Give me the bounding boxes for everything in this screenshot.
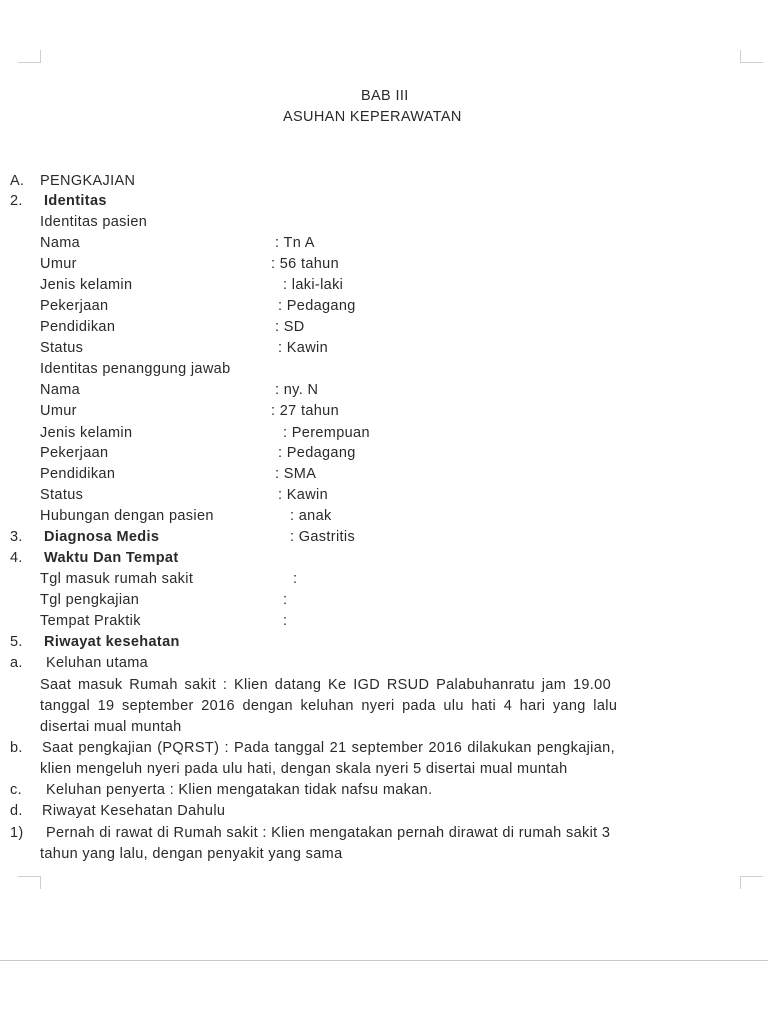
guardian-relation-value: : anak xyxy=(290,508,332,524)
patient-education-value: : SD xyxy=(275,319,305,335)
guardian-status-label: Status xyxy=(40,487,84,503)
item-b-line-2: klien mengeluh nyeri pada ulu hati, dengan skala nyeri 5 disertai mual muntah xyxy=(40,761,568,777)
item-1-line-1: Pernah di rawat di Rumah sakit : Klien mengatakan pernah dirawat di rumah sakit 3 xyxy=(46,825,611,841)
section-4-label: Waktu Dan Tempat xyxy=(44,550,179,566)
practice-place-label: Tempat Praktik xyxy=(40,613,141,629)
item-b-line-1: Saat pengkajian (PQRST) : Pada tanggal 21 september 2016 dilakukan pengkajian, xyxy=(42,740,615,756)
guardian-age-value: : 27 tahun xyxy=(271,403,339,419)
patient-gender-value: : laki-laki xyxy=(283,277,344,293)
admission-date-value: : xyxy=(293,571,298,587)
crop-mark-top-left xyxy=(18,50,41,63)
patient-status-value: : Kawin xyxy=(278,340,328,356)
patient-status-label: Status xyxy=(40,340,84,356)
section-2-label: Identitas xyxy=(44,193,107,209)
guardian-education-label: Pendidikan xyxy=(40,466,116,482)
section-3-marker: 3. xyxy=(10,529,23,545)
patient-education-label: Pendidikan xyxy=(40,319,116,335)
diagnosis-value: : Gastritis xyxy=(290,529,356,545)
practice-place-value: : xyxy=(283,613,288,629)
item-d-text: Riwayat Kesehatan Dahulu xyxy=(42,803,226,819)
crop-mark-bottom-left xyxy=(18,876,41,889)
chapter-title: BAB III xyxy=(361,88,409,104)
item-a-line-2: tanggal 19 september 2016 dengan keluhan nyeri pada ulu hati 4 hari yang lalu xyxy=(40,698,618,714)
admission-date-label: Tgl masuk rumah sakit xyxy=(40,571,194,587)
section-3-label: Diagnosa Medis xyxy=(44,529,160,545)
chapter-subtitle: ASUHAN KEPERAWATAN xyxy=(283,109,462,125)
section-2-marker: 2. xyxy=(10,193,23,209)
crop-mark-bottom-right xyxy=(740,876,763,889)
item-1-marker: 1) xyxy=(10,825,24,841)
guardian-name-label: Nama xyxy=(40,382,81,398)
patient-job-value: : Pedagang xyxy=(278,298,356,314)
section-a-marker: A. xyxy=(10,173,25,189)
guardian-relation-label: Hubungan dengan pasien xyxy=(40,508,214,524)
assessment-date-label: Tgl pengkajian xyxy=(40,592,140,608)
item-c-text: Keluhan penyerta : Klien mengatakan tidak nafsu makan. xyxy=(46,782,433,798)
crop-mark-top-right xyxy=(740,50,763,63)
patient-name-label: Nama xyxy=(40,235,81,251)
item-c-marker: c. xyxy=(10,782,22,798)
item-d-marker: d. xyxy=(10,803,23,819)
assessment-date-value: : xyxy=(283,592,288,608)
item-b-marker: b. xyxy=(10,740,23,756)
guardian-gender-label: Jenis kelamin xyxy=(40,425,133,441)
section-5-marker: 5. xyxy=(10,634,23,650)
patient-identity-header: Identitas pasien xyxy=(40,214,148,230)
guardian-status-value: : Kawin xyxy=(278,487,328,503)
item-1-line-2: tahun yang lalu, dengan penyakit yang sama xyxy=(40,846,343,862)
item-a-label: Keluhan utama xyxy=(46,655,149,671)
patient-name-value: : Tn A xyxy=(275,235,315,251)
patient-age-value: : 56 tahun xyxy=(271,256,339,272)
item-a-line-3: disertai mual muntah xyxy=(40,719,182,735)
section-4-marker: 4. xyxy=(10,550,23,566)
guardian-identity-header: Identitas penanggung jawab xyxy=(40,361,231,377)
section-5-label: Riwayat kesehatan xyxy=(44,634,180,650)
page-bottom-divider xyxy=(0,960,768,961)
item-a-line-1: Saat masuk Rumah sakit : Klien datang Ke IGD RSUD Palabuhanratu jam 19.00 xyxy=(40,677,611,693)
section-a-label: PENGKAJIAN xyxy=(40,173,136,189)
guardian-age-label: Umur xyxy=(40,403,77,419)
guardian-name-value: : ny. N xyxy=(275,382,319,398)
guardian-education-value: : SMA xyxy=(275,466,317,482)
item-a-marker: a. xyxy=(10,655,23,671)
guardian-job-label: Pekerjaan xyxy=(40,445,109,461)
patient-gender-label: Jenis kelamin xyxy=(40,277,133,293)
guardian-job-value: : Pedagang xyxy=(278,445,356,461)
patient-job-label: Pekerjaan xyxy=(40,298,109,314)
patient-age-label: Umur xyxy=(40,256,77,272)
guardian-gender-value: : Perempuan xyxy=(283,425,370,441)
